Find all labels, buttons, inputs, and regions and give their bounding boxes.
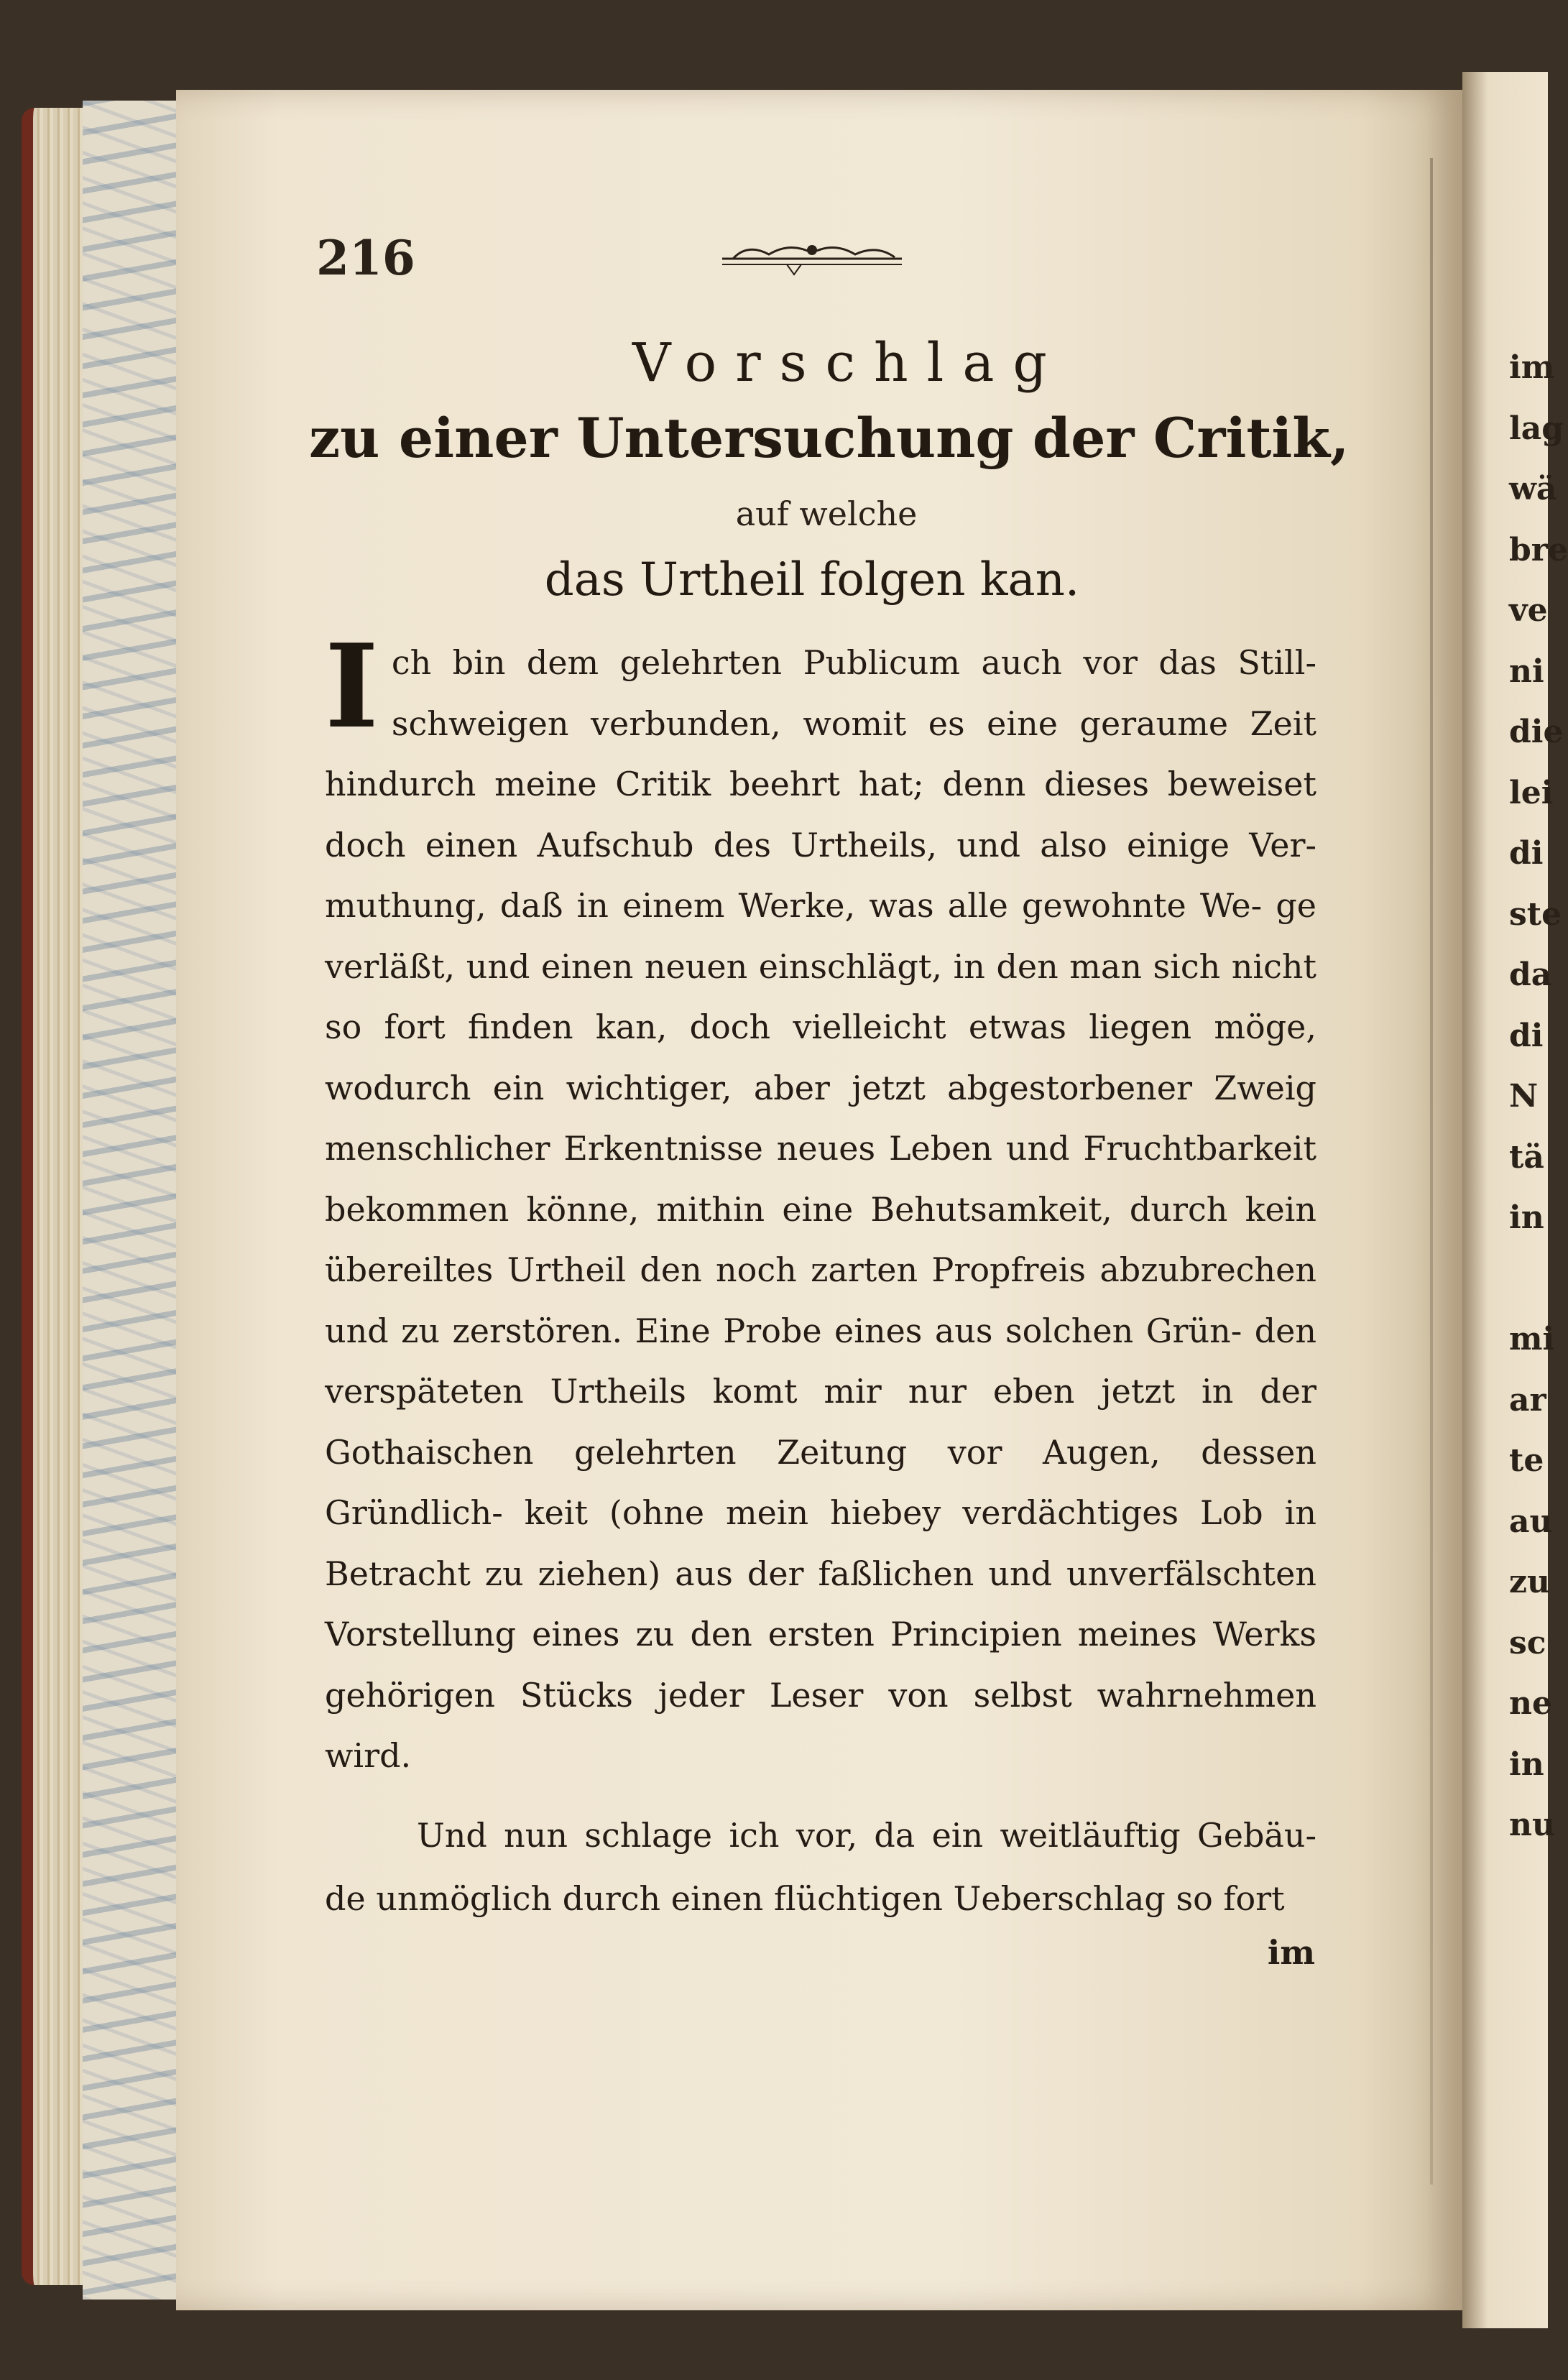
facing-line: die — [1509, 714, 1564, 750]
facing-line: da — [1509, 956, 1552, 993]
facing-line: sc — [1509, 1624, 1546, 1661]
paragraph-1 — [325, 619, 1316, 1786]
paragraph-1-text: ch bin dem gelehrten Publicum auch vor das Still- schweigen verbunden, womit es eine geraume Zeit hindurch meine Critik beehrt hat; denn dieses beweiset doch einen Aufschub des Urtheils, und also einige Ver- muthung, daß in einem Werke, was alle gewohnte We- ge verläßt, und einen neuen einschlägt, in den man sich nicht so fort finden kan, doch vielleicht etwas liegen möge, wodurch ein wichtiger, aber jetzt abgestorbener Zweig menschlicher Erkentnisse neues Leben und Fruchtbarkeit bekommen könne, mithin eine Behutsamkeit, durch kein übereiltes Urtheil den noch zarten Propfreis abzubrechen und zu zerstören. Eine Probe eines aus solchen Grün- den verspäteten Urtheils komt mir nur eben jetzt in der Gothaischen gelehrten Zeitung vor Augen, dessen Gründlich- keit (ohne mein hiebey verdächtiges Lob in Betracht zu ziehen) aus der faßlichen und unverfälschten Vorstellung eines zu den ersten Principien meines Werks gehörigen Stücks jeder Leser von selbst wahrnehmen wird. — [325, 643, 1316, 1775]
facing-line: ni — [1509, 652, 1544, 690]
subtitle: zu einer Untersuchung der Critik, — [309, 406, 1350, 470]
facing-line: nu — [1509, 1807, 1555, 1843]
page-number: 216 — [316, 230, 415, 286]
gutter-shadow — [1430, 158, 1433, 2185]
facing-line: in — [1509, 1745, 1544, 1783]
facing-line: di — [1509, 1017, 1544, 1054]
facing-line: di — [1509, 835, 1544, 872]
facing-line: bre — [1509, 531, 1568, 568]
facing-line: wä — [1509, 471, 1557, 507]
facing-line: N — [1509, 1078, 1539, 1115]
facing-line: zu — [1509, 1564, 1550, 1600]
marbled-endpaper — [83, 101, 176, 2300]
facing-line: lei — [1509, 774, 1554, 811]
subtitle-end: das Urtheil folgen kan. — [544, 553, 1080, 606]
facing-line: ne — [1509, 1685, 1552, 1722]
facing-line: lag — [1509, 410, 1564, 447]
facing-line: ve — [1509, 592, 1548, 629]
facing-line: au — [1509, 1503, 1553, 1540]
facing-line: ar — [1509, 1381, 1546, 1419]
catchword: im — [1267, 1933, 1315, 1972]
facing-page-text — [1509, 338, 1568, 1856]
facing-line: in — [1509, 1199, 1544, 1236]
facing-line: tä — [1509, 1138, 1544, 1176]
facing-line: im — [1509, 349, 1555, 386]
facing-line: mi — [1509, 1321, 1555, 1357]
subtitle-small: auf welche — [735, 494, 918, 533]
facing-line — [1509, 1249, 1548, 1310]
ornament-icon — [719, 236, 905, 279]
facing-line: ste — [1509, 895, 1562, 933]
paragraph-2: Und nun schlage ich vor, da ein weitläuftig Gebäu- de unmöglich durch einen flüchtigen Ueberschlag so fort — [325, 1816, 1316, 1918]
facing-line: te — [1509, 1442, 1544, 1479]
page-title: Vorschlag — [632, 332, 1066, 394]
drop-cap: I — [325, 619, 379, 754]
